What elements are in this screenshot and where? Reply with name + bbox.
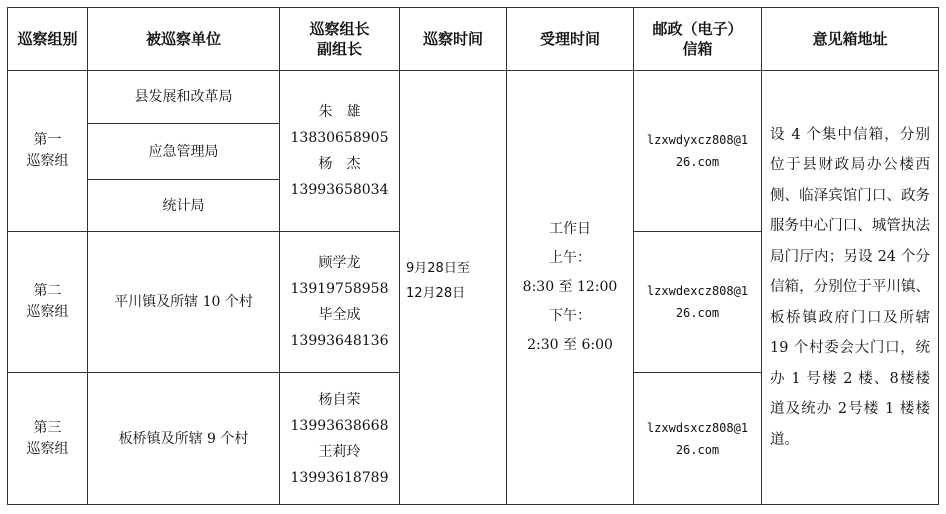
header-period: 巡察时间 (400, 8, 507, 71)
deputy-phone: 13993648136 (290, 333, 389, 349)
email-line2: 26.com (675, 306, 720, 320)
header-leader-line1: 巡察组长 (309, 20, 370, 38)
unit-cell: 应急管理局 (88, 124, 280, 180)
header-mail-line1: 邮政（电子） (652, 20, 743, 38)
email-line2: 26.com (675, 442, 720, 457)
hours-line: 2:30 至 6:00 (527, 337, 613, 353)
period-start: 9月28日至 (406, 261, 470, 276)
deputy-phone: 13993618789 (290, 469, 389, 486)
group-name-line1: 第二 (33, 283, 62, 299)
leader-phone: 13919758958 (290, 281, 389, 297)
leader-cell (280, 232, 400, 373)
group-name (8, 232, 88, 373)
header-group: 巡察组别 (8, 8, 88, 71)
hours-line: 工作日 (549, 221, 591, 237)
leader-name: 杨自荣 (318, 391, 361, 408)
email-cell (634, 373, 762, 505)
header-row (8, 8, 939, 71)
unit-cell: 板桥镇及所辖 9 个村 (88, 373, 280, 505)
header-address: 意见箱地址 (762, 8, 939, 71)
leader-cell (280, 71, 400, 232)
email-cell (634, 71, 762, 232)
deputy-phone: 13993658034 (290, 182, 389, 198)
hours-cell (507, 71, 634, 505)
deputy-name: 王莉玲 (318, 443, 361, 460)
leader-phone: 13830658905 (290, 130, 389, 146)
deputy-name: 毕全成 (318, 307, 361, 323)
leader-name: 顾学龙 (318, 255, 361, 271)
header-mail (634, 8, 762, 71)
group-name (8, 373, 88, 505)
table-row (8, 71, 939, 124)
hours-line: 上午： (549, 250, 591, 266)
hours-line: 8:30 至 12:00 (522, 279, 618, 295)
period-cell (400, 71, 507, 505)
address-cell: 设 4 个集中信箱，分别位于县财政局办公楼西侧、临泽宾馆门口、政务服务中心门口、城管执法局门厅内；另设 24 个分信箱，分别位于平川镇、板桥镇政府门口及所辖 19 个村委会大门口，统办 1 号楼 2 楼、8楼楼道及统办 2号楼 1 楼楼道。 (762, 71, 939, 505)
inspection-table (7, 7, 939, 505)
hours-line: 下午： (549, 308, 591, 324)
group-name-line2: 巡察组 (26, 304, 69, 320)
header-leader-line2: 副组长 (316, 40, 362, 58)
email-line2: 26.com (675, 155, 720, 169)
group-name-line1: 第三 (33, 419, 62, 436)
header-leader (280, 8, 400, 71)
period-end: 12月28日 (406, 286, 466, 301)
email-line1: lzxwdyxcz808@1 (646, 133, 749, 147)
group-name-line2: 巡察组 (26, 153, 69, 169)
unit-cell: 县发展和改革局 (88, 71, 280, 124)
group-name-line1: 第一 (33, 132, 62, 148)
leader-cell (280, 373, 400, 505)
group-name-line2: 巡察组 (26, 440, 69, 457)
unit-cell: 平川镇及所辖 10 个村 (88, 232, 280, 373)
email-cell (634, 232, 762, 373)
header-mail-line2: 信箱 (682, 40, 713, 58)
group-name (8, 71, 88, 232)
email-line1: lzxwdexcz808@1 (646, 284, 749, 298)
unit-cell: 统计局 (88, 180, 280, 232)
leader-phone: 13993638668 (290, 417, 389, 434)
deputy-name: 杨 杰 (318, 156, 361, 172)
email-line1: lzxwdsxcz808@1 (646, 420, 749, 435)
header-unit: 被巡察单位 (88, 8, 280, 71)
leader-name: 朱 雄 (318, 104, 361, 120)
header-hours: 受理时间 (507, 8, 634, 71)
